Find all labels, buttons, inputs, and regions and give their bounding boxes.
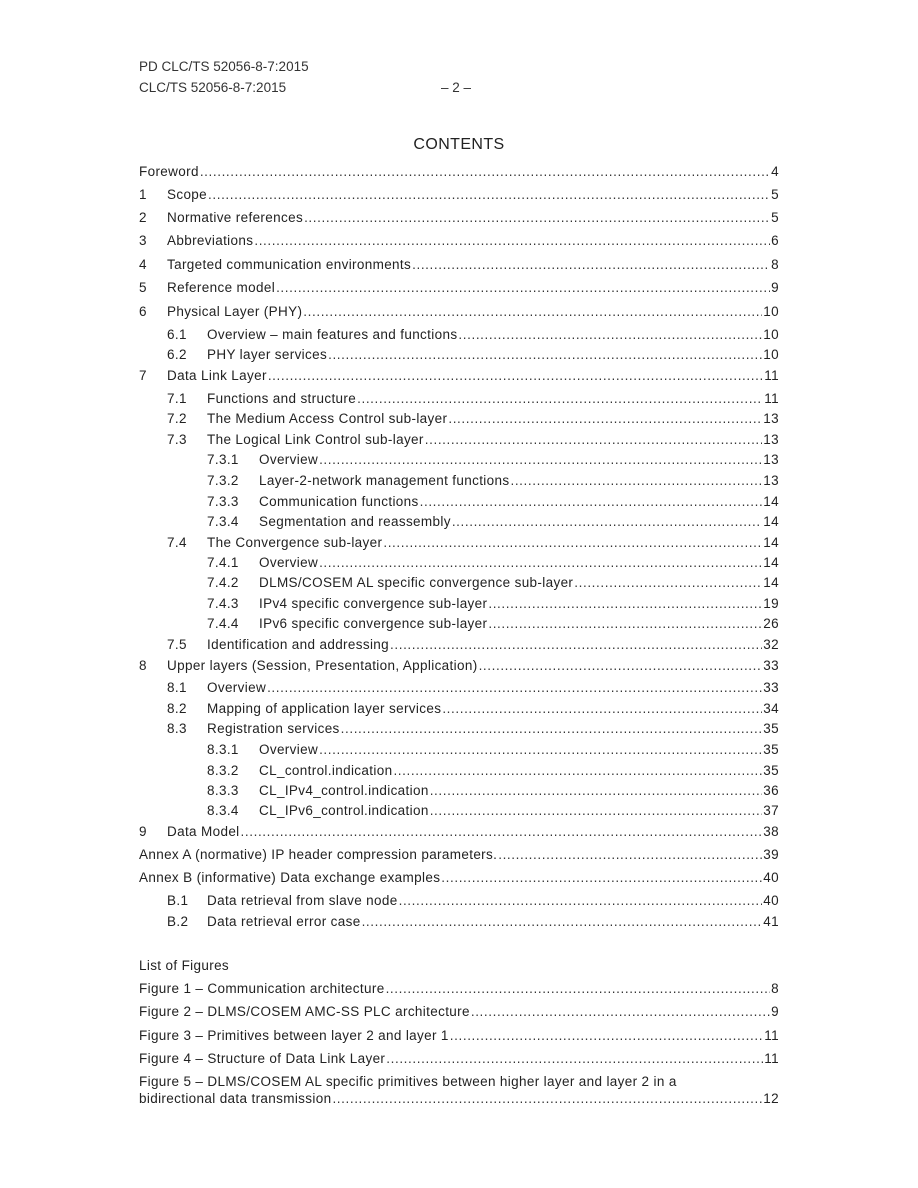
toc-entry[interactable] xyxy=(139,535,779,553)
toc-entry-page: 13 xyxy=(763,452,779,467)
toc-entry-page: 9 xyxy=(771,280,779,295)
toc-entry-title: The Logical Link Control sub-layer xyxy=(207,432,424,447)
toc-entry[interactable] xyxy=(139,187,779,205)
toc-entry-title: IPv6 specific convergence sub-layer xyxy=(259,616,488,631)
toc-entry-page: 5 xyxy=(771,210,779,225)
toc-entry-number: 8.3.2 xyxy=(207,763,239,778)
toc-entry-title: The Convergence sub-layer xyxy=(207,535,383,550)
toc-entry-title: CL_IPv6_control.indication xyxy=(259,803,429,818)
toc-entry-page: 35 xyxy=(763,721,779,736)
dot-leader xyxy=(254,233,770,248)
toc-entry-title: Upper layers (Session, Presentation, Application) xyxy=(167,658,478,673)
toc-entry-title: IPv4 specific convergence sub-layer xyxy=(259,596,488,611)
figure-entry[interactable] xyxy=(139,1091,779,1109)
dot-leader xyxy=(319,555,762,570)
toc-entry-page: 33 xyxy=(763,658,779,673)
dot-leader xyxy=(458,327,762,342)
page-number-marker: – 2 – xyxy=(441,80,472,95)
standard-id-header: CLC/TS 52056-8-7:2015 xyxy=(139,80,287,95)
toc-entry-page: 5 xyxy=(771,187,779,202)
dot-leader xyxy=(488,616,762,631)
toc-entry-title: Annex A (normative) IP header compression parameters. xyxy=(139,847,498,862)
dot-leader xyxy=(425,432,763,447)
toc-entry-title: Data retrieval from slave node xyxy=(207,893,398,908)
figure-entry[interactable] xyxy=(139,1004,779,1022)
toc-entry[interactable] xyxy=(139,847,779,865)
toc-entry-title: Data retrieval error case xyxy=(207,914,361,929)
dot-leader xyxy=(208,187,770,202)
toc-entry[interactable] xyxy=(139,304,779,322)
toc-entry-page: 40 xyxy=(763,893,779,908)
contents-title: CONTENTS xyxy=(413,136,505,153)
toc-entry-page: 13 xyxy=(763,473,779,488)
toc-entry[interactable] xyxy=(139,164,779,182)
dot-leader xyxy=(386,1051,763,1066)
toc-entry-number: B.2 xyxy=(167,914,189,929)
toc-entry[interactable] xyxy=(139,432,779,450)
toc-entry[interactable] xyxy=(139,680,779,698)
toc-entry-number: 3 xyxy=(139,233,147,248)
toc-entry-page: 14 xyxy=(763,494,779,509)
figure-entry[interactable] xyxy=(139,981,779,999)
toc-entry[interactable] xyxy=(139,870,779,888)
toc-entry-number: B.1 xyxy=(167,893,189,908)
toc-entry-page: 38 xyxy=(763,824,779,839)
toc-entry-title: Reference model xyxy=(167,280,276,295)
toc-entry-title: Functions and structure xyxy=(207,391,357,406)
toc-entry[interactable] xyxy=(139,327,779,345)
toc-entry-number: 2 xyxy=(139,210,147,225)
toc-entry-title: Overview – main features and functions xyxy=(207,327,458,342)
toc-entry[interactable] xyxy=(139,555,779,573)
toc-entry-title: Annex B (informative) Data exchange examples xyxy=(139,870,441,885)
toc-entry[interactable] xyxy=(139,575,779,593)
toc-entry-page: 40 xyxy=(763,870,779,885)
dot-leader xyxy=(276,280,770,295)
toc-entry[interactable] xyxy=(139,368,779,386)
toc-entry-page: 19 xyxy=(763,596,779,611)
dot-leader xyxy=(319,452,762,467)
toc-entry-number: 7.3.2 xyxy=(207,473,239,488)
toc-entry[interactable] xyxy=(139,616,779,634)
toc-entry[interactable] xyxy=(139,514,779,532)
toc-entry-number: 7.3 xyxy=(167,432,187,447)
dot-leader xyxy=(268,368,763,383)
toc-entry[interactable] xyxy=(139,803,779,821)
toc-entry-number: 7.4.4 xyxy=(207,616,239,631)
toc-entry-title: Abbreviations xyxy=(167,233,254,248)
figure-entry[interactable] xyxy=(139,1028,779,1046)
toc-entry-title: Figure 2 – DLMS/COSEM AMC-SS PLC architecture xyxy=(139,1004,470,1019)
toc-entry-title: DLMS/COSEM AL specific convergence sub-layer xyxy=(259,575,574,590)
toc-entry-title: CL_IPv4_control.indication xyxy=(259,783,429,798)
dot-leader xyxy=(479,658,763,673)
dot-leader xyxy=(510,473,762,488)
toc-entry-page: 10 xyxy=(763,304,779,319)
toc-entry-title: Figure 3 – Primitives between layer 2 and layer 1 xyxy=(139,1028,449,1043)
toc-entry-page: 41 xyxy=(763,914,779,929)
dot-leader xyxy=(328,347,762,362)
toc-entry-page: 14 xyxy=(763,514,779,529)
toc-entry-page: 11 xyxy=(764,1028,779,1043)
toc-entry-title: PHY layer services xyxy=(207,347,328,362)
toc-entry-title: Data Link Layer xyxy=(167,368,267,383)
dot-leader xyxy=(420,494,763,509)
toc-entry-title: Communication functions xyxy=(259,494,419,509)
toc-entry-page: 11 xyxy=(764,1051,779,1066)
toc-entry-title: Overview xyxy=(259,452,319,467)
toc-entry[interactable] xyxy=(139,280,779,298)
toc-entry-title: Registration services xyxy=(207,721,340,736)
toc-entry-page: 13 xyxy=(763,432,779,447)
toc-entry[interactable] xyxy=(139,763,779,781)
toc-entry-number: 6 xyxy=(139,304,147,319)
toc-entry-number: 8.2 xyxy=(167,701,187,716)
dot-leader xyxy=(386,981,771,996)
dot-leader xyxy=(332,1091,762,1106)
toc-entry-number: 8.1 xyxy=(167,680,187,695)
dot-leader xyxy=(241,824,763,839)
toc-entry-title: CL_control.indication xyxy=(259,763,393,778)
toc-entry-page: 13 xyxy=(763,411,779,426)
toc-entry-title: Overview xyxy=(259,742,319,757)
dot-leader xyxy=(442,701,762,716)
toc-entry-number: 8 xyxy=(139,658,147,673)
toc-entry-title: Physical Layer (PHY) xyxy=(167,304,303,319)
toc-entry[interactable] xyxy=(139,893,779,911)
toc-entry-page: 33 xyxy=(763,680,779,695)
toc-entry-number: 8.3.3 xyxy=(207,783,239,798)
toc-entry-page: 8 xyxy=(771,981,779,996)
toc-entry-number: 7 xyxy=(139,368,147,383)
toc-entry-page: 9 xyxy=(771,1004,779,1019)
dot-leader xyxy=(488,596,762,611)
dot-leader xyxy=(303,304,762,319)
toc-entry-page: 11 xyxy=(764,391,779,406)
dot-leader xyxy=(412,257,770,272)
toc-entry-title: Normative references xyxy=(167,210,304,225)
toc-entry-number: 7.3.4 xyxy=(207,514,239,529)
toc-entry-page: 11 xyxy=(764,368,779,383)
toc-entry[interactable] xyxy=(139,473,779,491)
dot-leader xyxy=(448,411,762,426)
toc-entry-number: 5 xyxy=(139,280,147,295)
toc-entry-page: 35 xyxy=(763,763,779,778)
document-id-header: PD CLC/TS 52056-8-7:2015 xyxy=(139,59,309,74)
figure-entry[interactable] xyxy=(139,1051,779,1069)
toc-entry[interactable] xyxy=(139,391,779,409)
toc-entry-number: 7.4 xyxy=(167,535,187,550)
toc-entry-page: 8 xyxy=(771,257,779,272)
toc-entry-number: 9 xyxy=(139,824,147,839)
toc-entry-number: 6.2 xyxy=(167,347,187,362)
dot-leader xyxy=(200,164,770,179)
dot-leader xyxy=(399,893,763,908)
toc-entry-title: Segmentation and reassembly xyxy=(259,514,451,529)
toc-entry-title: Layer-2-network management functions xyxy=(259,473,510,488)
list-of-figures-heading: List of Figures xyxy=(139,958,230,973)
toc-entry-title: Overview xyxy=(207,680,267,695)
dot-leader xyxy=(393,763,762,778)
toc-entry-number: 7.1 xyxy=(167,391,187,406)
toc-entry-page: 14 xyxy=(763,555,779,570)
toc-entry-page: 14 xyxy=(763,575,779,590)
toc-entry-page: 39 xyxy=(763,847,779,862)
dot-leader xyxy=(319,742,762,757)
dot-leader xyxy=(441,870,762,885)
toc-entry-page: 12 xyxy=(763,1091,779,1106)
toc-entry[interactable] xyxy=(139,637,779,655)
toc-entry-title: Foreword xyxy=(139,164,199,179)
figure-entry-title-line1[interactable]: Figure 5 – DLMS/COSEM AL specific primitives between higher layer and layer 2 in a xyxy=(139,1074,677,1089)
toc-entry-page: 34 xyxy=(763,701,779,716)
toc-entry-page: 6 xyxy=(771,233,779,248)
toc-entry-title: Identification and addressing xyxy=(207,637,390,652)
toc-entry-number: 8.3.1 xyxy=(207,742,239,757)
toc-entry-page: 35 xyxy=(763,742,779,757)
dot-leader xyxy=(430,783,763,798)
toc-entry[interactable] xyxy=(139,494,779,512)
toc-entry-title: Overview xyxy=(259,555,319,570)
dot-leader xyxy=(390,637,762,652)
dot-leader xyxy=(430,803,763,818)
toc-entry[interactable] xyxy=(139,257,779,275)
toc-entry-number: 1 xyxy=(139,187,147,202)
toc-entry-page: 32 xyxy=(763,637,779,652)
toc-entry-number: 8.3.4 xyxy=(207,803,239,818)
toc-entry-number: 8.3 xyxy=(167,721,187,736)
dot-leader xyxy=(471,1004,770,1019)
toc-entry-number: 7.5 xyxy=(167,637,187,652)
toc-entry-number: 7.4.2 xyxy=(207,575,239,590)
dot-leader xyxy=(450,1028,763,1043)
toc-entry-page: 10 xyxy=(763,327,779,342)
toc-entry-title: Mapping of application layer services xyxy=(207,701,442,716)
toc-entry[interactable] xyxy=(139,783,779,801)
dot-leader xyxy=(304,210,770,225)
toc-entry-number: 6.1 xyxy=(167,327,187,342)
toc-entry-number: 7.2 xyxy=(167,411,187,426)
toc-entry-page: 26 xyxy=(763,616,779,631)
dot-leader xyxy=(498,847,762,862)
toc-entry[interactable] xyxy=(139,742,779,760)
toc-entry-page: 14 xyxy=(763,535,779,550)
toc-entry[interactable] xyxy=(139,347,779,365)
toc-entry-page: 36 xyxy=(763,783,779,798)
toc-entry-number: 7.4.3 xyxy=(207,596,239,611)
toc-entry[interactable] xyxy=(139,701,779,719)
toc-entry-page: 4 xyxy=(771,164,779,179)
toc-entry[interactable] xyxy=(139,596,779,614)
toc-entry[interactable] xyxy=(139,233,779,251)
dot-leader xyxy=(574,575,762,590)
toc-entry-number: 7.3.1 xyxy=(207,452,239,467)
toc-entry[interactable] xyxy=(139,411,779,429)
toc-entry-title: Targeted communication environments xyxy=(167,257,412,272)
toc-entry[interactable] xyxy=(139,658,779,676)
toc-entry-title: Figure 4 – Structure of Data Link Layer xyxy=(139,1051,386,1066)
toc-entry-title: The Medium Access Control sub-layer xyxy=(207,411,448,426)
dot-leader xyxy=(341,721,763,736)
dot-leader xyxy=(452,514,762,529)
toc-entry[interactable] xyxy=(139,914,779,932)
toc-entry-title: Figure 1 – Communication architecture xyxy=(139,981,385,996)
toc-entry-page: 10 xyxy=(763,347,779,362)
toc-entry[interactable] xyxy=(139,824,779,842)
dot-leader xyxy=(357,391,763,406)
toc-entry[interactable] xyxy=(139,210,779,228)
toc-entry-title: bidirectional data transmission xyxy=(139,1091,332,1106)
toc-entry-title: Data Model xyxy=(167,824,240,839)
toc-entry-page: 37 xyxy=(763,803,779,818)
toc-entry-title: Scope xyxy=(167,187,208,202)
toc-entry-number: 4 xyxy=(139,257,147,272)
toc-entry-number: 7.3.3 xyxy=(207,494,239,509)
dot-leader xyxy=(267,680,762,695)
toc-entry[interactable] xyxy=(139,721,779,739)
dot-leader xyxy=(362,914,763,929)
dot-leader xyxy=(383,535,762,550)
toc-entry[interactable] xyxy=(139,452,779,470)
toc-entry-number: 7.4.1 xyxy=(207,555,239,570)
